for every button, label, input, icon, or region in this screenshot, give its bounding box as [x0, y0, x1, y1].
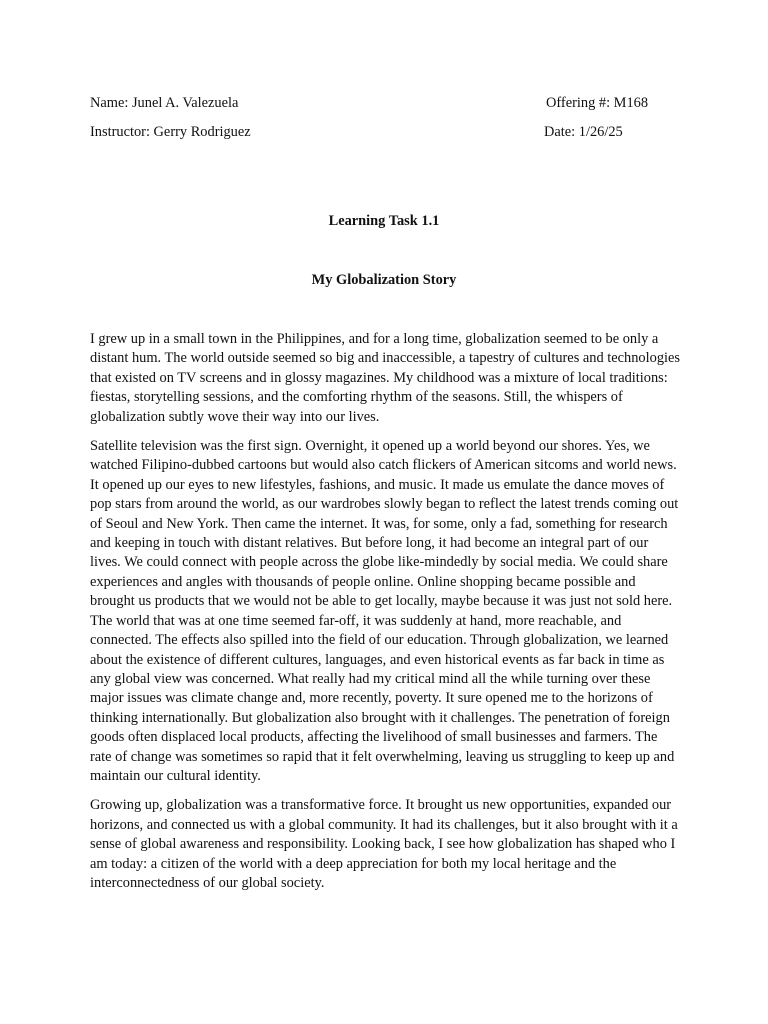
- essay-paragraph-2: Satellite television was the first sign. Overnight, it opened up a world beyond our shores. Yes, we watched Filipino-dubbed cartoons but would also catch flickers of American sitcoms and world news. It opened up our eyes to new lifestyles, fashions, and music. It made us emulate the dance moves of pop stars from around the world, as our wardrobes slowly began to reflect the latest trends coming out of Seoul and New York. Then came the internet. It was, for some, only a fad, something for research and keeping in touch with distant relatives. But before long, it had become an integral part of our lives. We could connect with people across the globe like-mindedly by social media. We could share experiences and angles with thousands of people online. Online shopping became possible and brought us products that we would not be able to get locally, maybe because it was just not sold here. The world that was at one time seemed far-off, it was suddenly at hand, more reachable, and connected. The effects also spilled into the field of our education. Through globalization, we learned about the existence of different cultures, languages, and even historical events as far back in time as any global view was concerned. What really had my critical mind all the while turning over these major issues was climate change and, more recently, poverty. It sure opened me to the horizons of thinking internationally. But globalization also brought with it challenges. The penetration of foreign goods often displaced local products, affecting the livelihood of small businesses and farmers. The rate of change was sometimes so rapid that it felt overwhelming, leaving us struggling to keep up and maintain our cultural identity.: [90, 438, 679, 784]
- document-title: Learning Task 1.1: [328, 213, 440, 229]
- submission-date: Date: 1/26/25: [544, 124, 623, 140]
- student-name: Name: Junel A. Valezuela: [90, 95, 239, 111]
- essay-paragraph-3: Growing up, globalization was a transformative force. It brought us new opportunities, expanded our horizons, and connected us with a global community. It had its challenges, but it also brought with it a sense of global awareness and responsibility. Looking back, I see how globalization has shaped who I am today: a citizen of the world with a deep appreciation for both my local heritage and the interconnectedness of our global society.: [90, 797, 678, 891]
- document-subtitle: My Globalization Story: [311, 272, 457, 288]
- essay-body: [90, 330, 680, 903]
- offering-number: Offering #: M168: [546, 95, 649, 111]
- instructor-name: Instructor: Gerry Rodriguez: [90, 124, 251, 140]
- essay-paragraph-1: I grew up in a small town in the Philippines, and for a long time, globalization seemed to be only a distant hum. The world outside seemed so big and inaccessible, a tapestry of cultures and technologies that existed on TV screens and in glossy magazines. My childhood was a mixture of local traditions: fiestas, storytelling sessions, and the comforting rhythm of the seasons. Still, the whispers of globalization subtly wove their way into our lives.: [90, 331, 681, 425]
